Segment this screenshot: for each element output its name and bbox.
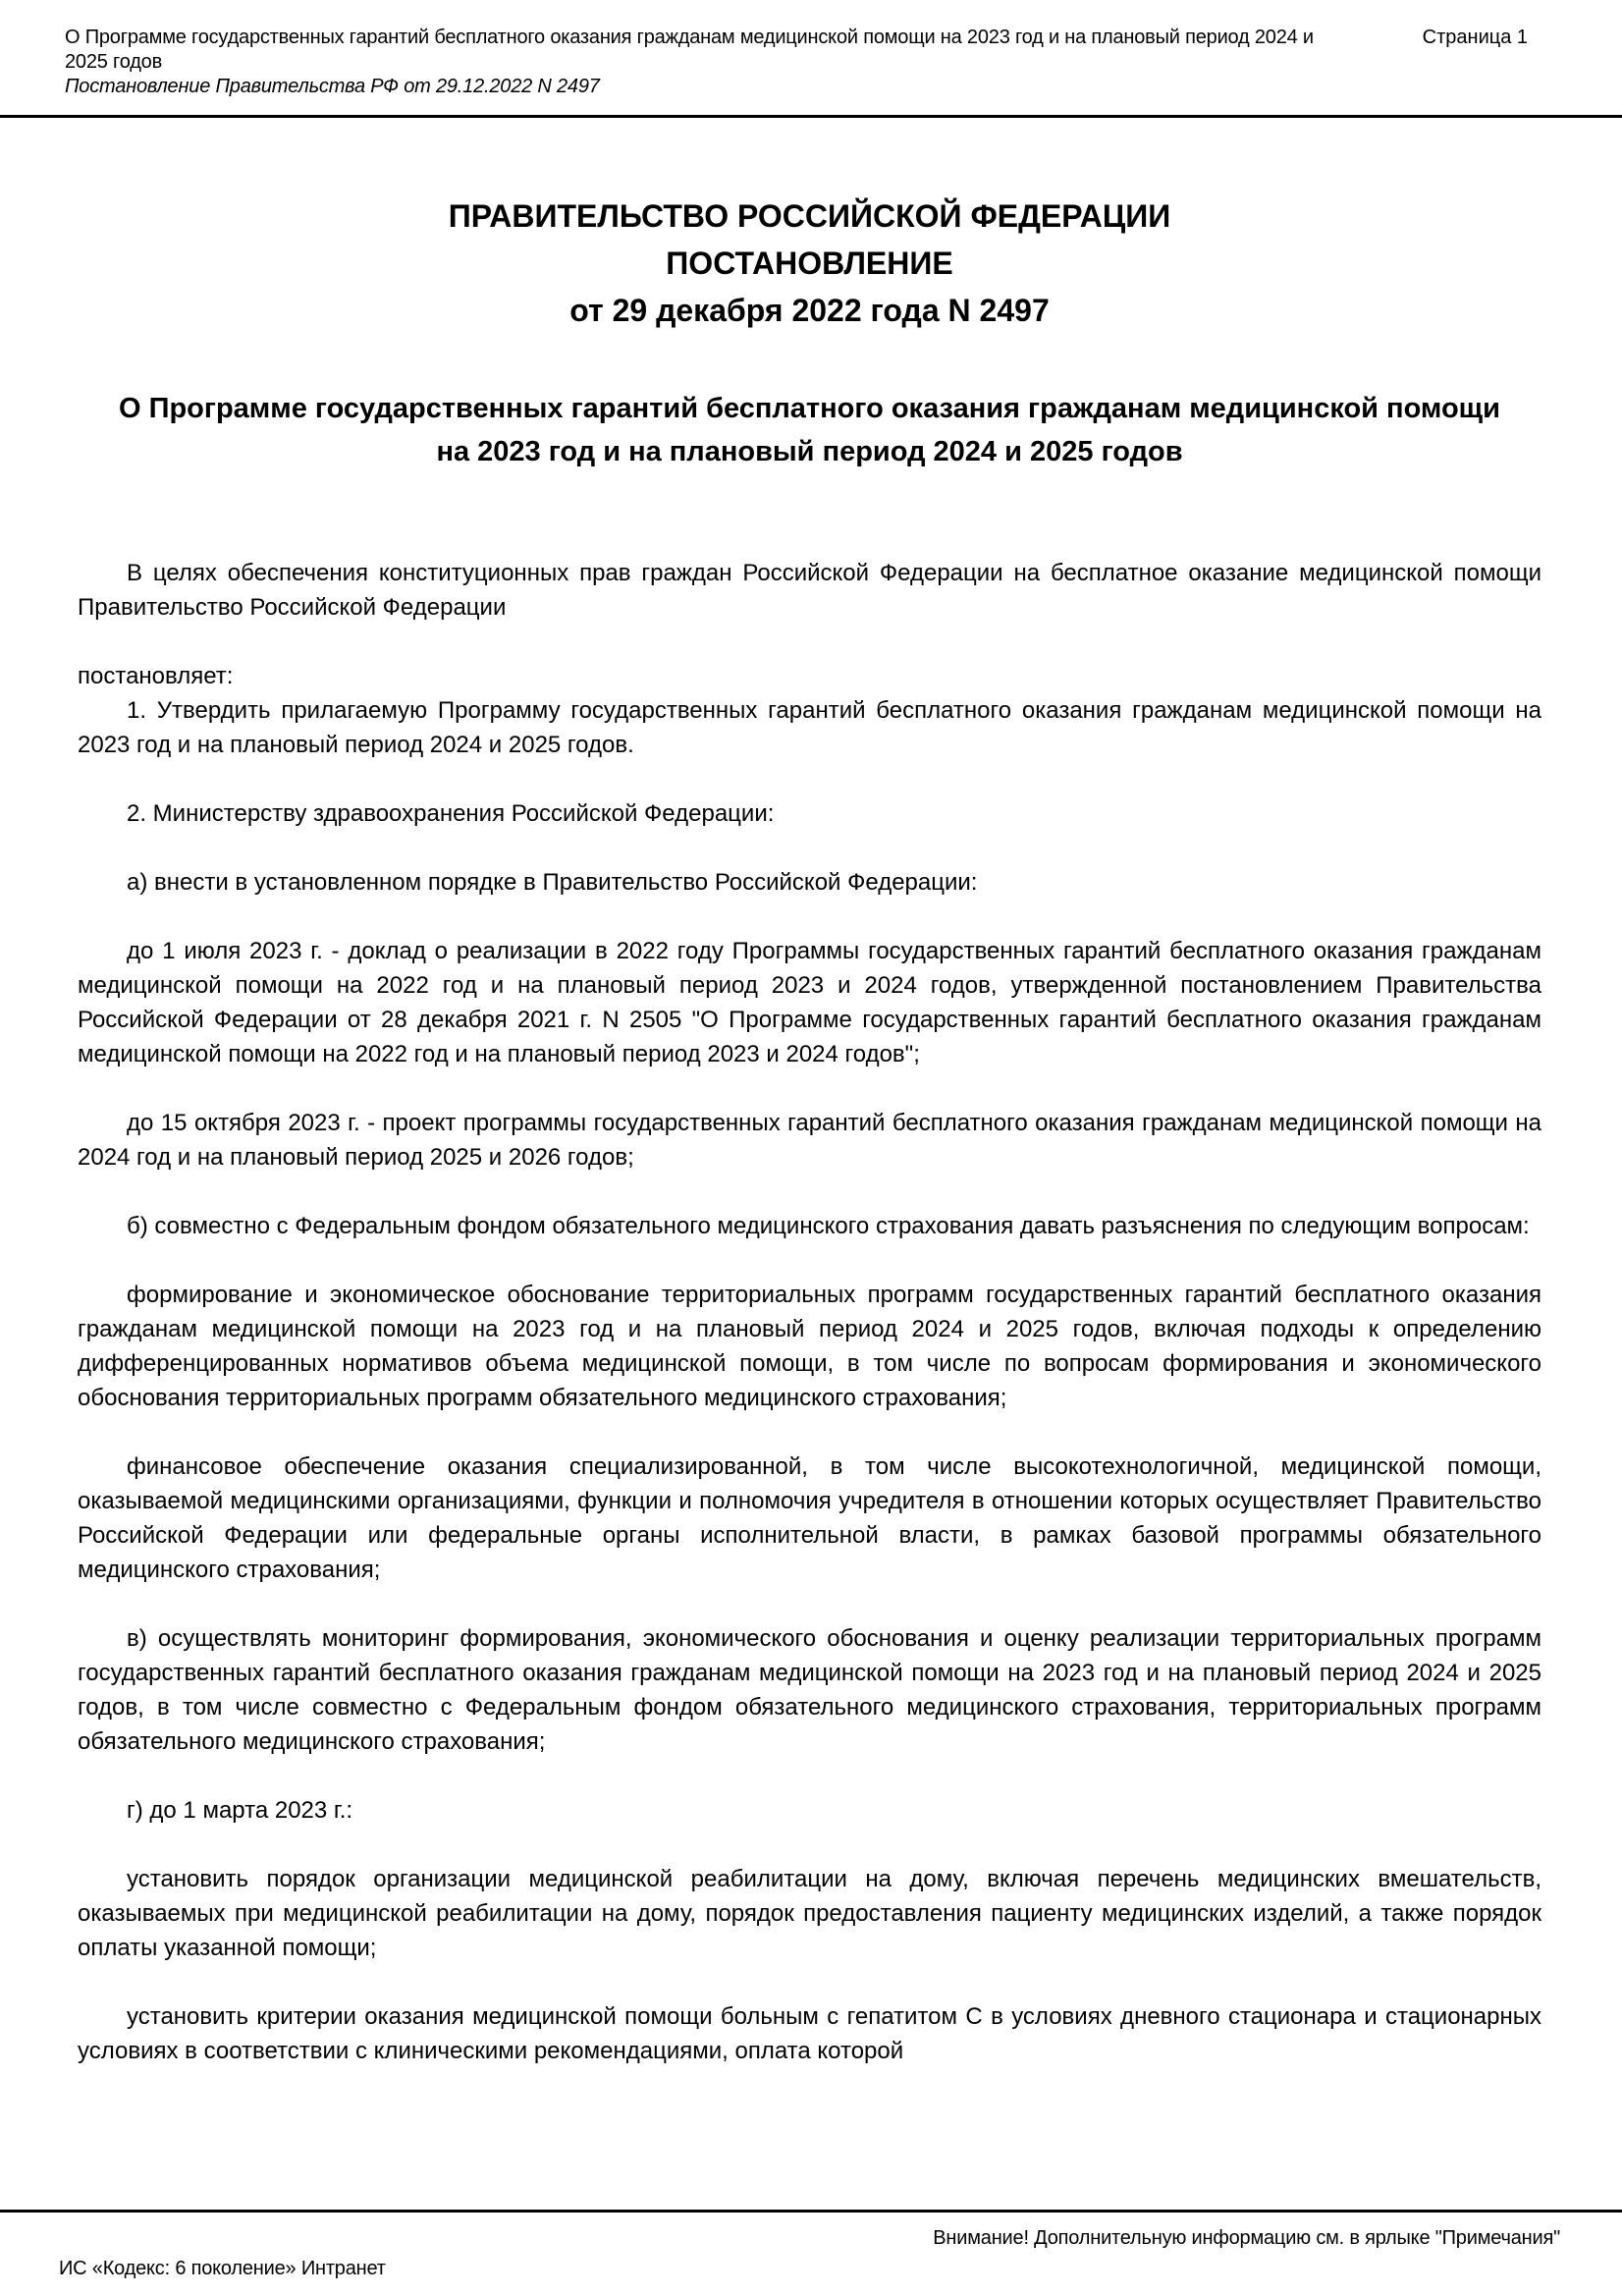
document-date-number: от 29 декабря 2022 года N 2497 [569,293,1050,328]
notes-notice: Внимание! Дополнительную информацию см. в ярлыке "Примечания" [933,2227,1560,2249]
paragraph-october-draft: до 15 октября 2023 г. - проект программы государственных гарантий бесплатного оказания гражданам медицинской помощи на 2024 год и на плановый период 2025 и 2026 годов; [78,1110,1541,1171]
paragraph-item-2b: б) совместно с Федеральным фондом обязательного медицинского страхования давать разъяснения по следующим вопросам: [127,1213,1530,1239]
paragraph-financing: финансовое обеспечение оказания специализированной, в том числе высокотехнологичной, медицинской помощи, оказываемой медицинскими организациями, функции и полномочия учредителя в отношении которых осуществляет Правительство Российской Федерации или федеральные органы исполнительной власти, в рамках базовой программы обязательного медицинского страхования; [78,1453,1541,1583]
paragraph-hepatitis: установить критерии оказания медицинской помощи больным с гепатитом С в условиях дневного стационара и стационарных условиях в соответствии с клиническими рекомендациями, оплата которой [78,2003,1541,2064]
issuing-authority: ПРАВИТЕЛЬСТВО РОССИЙСКОЙ ФЕДЕРАЦИИ [448,198,1171,234]
paragraph-item-2: 2. Министерству здравоохранения Российской Федерации: [127,800,775,827]
paragraph-item-1: 1. Утвердить прилагаемую Программу государственных гарантий бесплатного оказания гражданам медицинской помощи на 2023 год и на плановый период 2024 и 2025 годов. [78,697,1541,758]
paragraph-preamble: В целях обеспечения конституционных прав граждан Российской Федерации на бесплатное оказание медицинской помощи Правительство Российской Федерации [78,560,1541,621]
header-doc-title: О Программе государственных гарантий бесплатного оказания гражданам медицинской помощи на 2023 год и на плановый период 2024 и 2025 годов [65,27,1314,73]
paragraph-july-report: до 1 июля 2023 г. - доклад о реализации в 2022 году Программы государственных гарантий бесплатного оказания гражданам медицинской помощи на 2022 год и на плановый период 2023 и 2024 годов, утвержденной постановлением Правительства Российской Федерации от 28 декабря 2021 г. N 2505 "О Программе государственных гарантий бесплатного оказания гражданам медицинской помощи на 2022 год и на плановый период 2023 и 2024 годов"; [78,938,1541,1067]
paragraph-item-2v: в) осуществлять мониторинг формирования, экономического обоснования и оценку реализации территориальных программ государственных гарантий бесплатного оказания гражданам медицинской помощи на 2023 год и на плановый период 2024 и 2025 годов, в том числе совместно с Федеральным фондом обязательного медицинского страхования, территориальных программ обязательного медицинского страхования; [78,1625,1541,1755]
paragraph-item-2a: а) внести в установленном порядке в Правительство Российской Федерации: [127,869,978,896]
document-text [78,556,1541,2068]
paragraph-formation: формирование и экономическое обоснование территориальных программ государственных гарантий бесплатного оказания гражданам медицинской помощи на 2023 год и на плановый период 2024 и 2025 годов, включая подходы к определению дифференцированных нормативов объема медицинской помощи, в том числе по вопросам формирования и экономического обоснования территориальных программ обязательного медицинского страхования; [78,1282,1541,1411]
paragraph-rehab-order: установить порядок организации медицинской реабилитации на дому, включая перечень медицинских вмешательств, оказываемых при медицинской реабилитации на дому, порядок предоставления пациенту медицинских изделий, а также порядок оплаты указанной помощи; [78,1866,1541,1961]
paragraph-item-2g: г) до 1 марта 2023 г.: [127,1797,353,1824]
document-body [0,118,1622,2210]
page-number: Страница 1 [1422,27,1528,48]
header-doc-subtitle: Постановление Правительства РФ от 29.12.2022 N 2497 [65,76,600,97]
system-label: ИС «Кодекс: 6 поколение» Интранет [59,2258,386,2279]
document-kind: ПОСТАНОВЛЕНИЕ [666,246,953,281]
document-title: О Программе государственных гарантий бесплатного оказания гражданам медицинской помощи на 2023 год и на плановый период 2024 и 2025 годов [119,393,1500,467]
page-footer [0,2210,1622,2296]
page-header [0,0,1622,118]
header-row [65,26,1528,75]
paragraph-enacts: постановляет: [78,663,234,689]
